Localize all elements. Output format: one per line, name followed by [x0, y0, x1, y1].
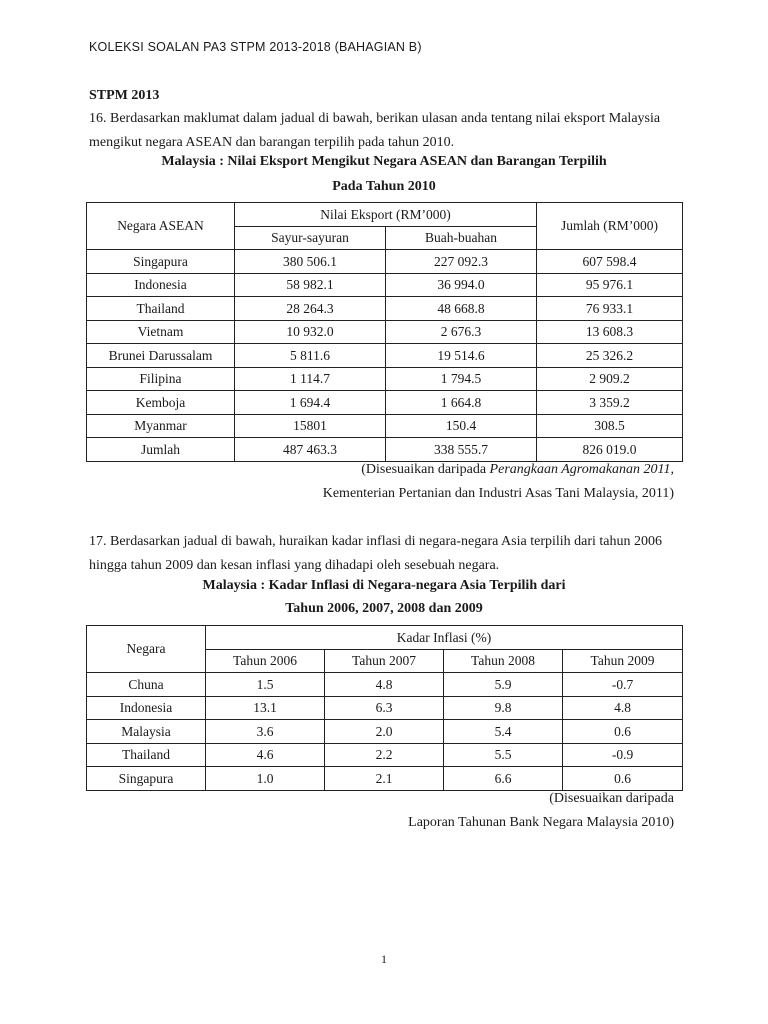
table-cell: 6.3	[325, 696, 444, 720]
header-vegetables: Sayur-sayuran	[235, 226, 386, 250]
table-row	[87, 344, 683, 368]
table-row	[87, 391, 683, 415]
header-year-2009: Tahun 2009	[563, 649, 683, 673]
table-cell: Malaysia	[87, 720, 206, 744]
table-cell: Indonesia	[87, 696, 206, 720]
table-1-source-line-2: Kementerian Pertanian dan Industri Asas Tani Malaysia, 2011)	[322, 486, 674, 501]
header-country: Negara ASEAN	[87, 203, 235, 250]
table-2-title-line-1: Malaysia : Kadar Inflasi di Negara-negara Asia Terpilih dari	[202, 578, 566, 593]
table-total-row	[87, 438, 683, 462]
table-cell: 2.0	[325, 720, 444, 744]
header-fruits: Buah-buahan	[386, 226, 537, 250]
question-16-line-1: 16. Berdasarkan maklumat dalam jadual di bawah, berikan ulasan anda tentang nilai eksport Malaysia	[89, 111, 661, 126]
table-cell: 25 326.2	[537, 344, 683, 368]
table-cell: 5.4	[444, 720, 563, 744]
table-cell: Brunei Darussalam	[87, 344, 235, 368]
table-cell: 1 114.7	[235, 367, 386, 391]
table-2-source-line-1: (Disesuaikan daripada	[549, 791, 674, 806]
table-row	[87, 696, 683, 720]
table-cell: 48 668.8	[386, 297, 537, 321]
table-cell: 4.6	[206, 743, 325, 767]
table-cell: 3 359.2	[537, 391, 683, 415]
table-cell: 10 932.0	[235, 320, 386, 344]
table-row	[87, 767, 683, 791]
table-row	[87, 297, 683, 321]
table-cell: 308.5	[537, 414, 683, 438]
table-row	[87, 273, 683, 297]
table-cell: 2 676.3	[386, 320, 537, 344]
table-cell: 150.4	[386, 414, 537, 438]
table-cell: -0.9	[563, 743, 683, 767]
table-cell: 338 555.7	[386, 438, 537, 462]
table-cell: 826 019.0	[537, 438, 683, 462]
table-cell: 0.6	[563, 767, 683, 791]
table-cell: 380 506.1	[235, 250, 386, 274]
table-cell: 1 664.8	[386, 391, 537, 415]
table-cell: 76 933.1	[537, 297, 683, 321]
header-total: Jumlah (RM’000)	[537, 203, 683, 250]
table-cell: 5 811.6	[235, 344, 386, 368]
table-row	[87, 414, 683, 438]
table-cell: 28 264.3	[235, 297, 386, 321]
table-cell: Vietnam	[87, 320, 235, 344]
question-16-line-2: mengikut negara ASEAN dan barangan terpilih pada tahun 2010.	[89, 135, 455, 150]
header-year-2008: Tahun 2008	[444, 649, 563, 673]
table-cell: 1.0	[206, 767, 325, 791]
table-cell: 1 794.5	[386, 367, 537, 391]
table-2-source-line-2: Laporan Tahunan Bank Negara Malaysia 2010)	[408, 815, 674, 830]
table-cell: Filipina	[87, 367, 235, 391]
table-row	[87, 250, 683, 274]
table-cell: 58 982.1	[235, 273, 386, 297]
table-cell: 15801	[235, 414, 386, 438]
question-17-line-2: hingga tahun 2009 dan kesan inflasi yang dihadapi oleh sesebuah negara.	[89, 558, 500, 573]
table-cell: 6.6	[444, 767, 563, 791]
header-inflation-rate: Kadar Inflasi (%)	[206, 626, 683, 650]
table-cell: 2.2	[325, 743, 444, 767]
section-heading: STPM 2013	[89, 88, 160, 103]
table-cell: 1 694.4	[235, 391, 386, 415]
table-cell: 227 092.3	[386, 250, 537, 274]
header-year-2006: Tahun 2006	[206, 649, 325, 673]
table-cell: 1.5	[206, 673, 325, 697]
document-header: KOLEKSI SOALAN PA3 STPM 2013-2018 (BAHAGIAN B)	[89, 40, 422, 54]
table-cell: 5.5	[444, 743, 563, 767]
table-cell: Indonesia	[87, 273, 235, 297]
table-cell: 2 909.2	[537, 367, 683, 391]
table-1-source-line-1	[361, 462, 674, 478]
table-cell: 2.1	[325, 767, 444, 791]
table-cell: 4.8	[325, 673, 444, 697]
table-cell: 487 463.3	[235, 438, 386, 462]
question-16-text	[89, 107, 679, 155]
inflation-rate-table	[86, 625, 683, 791]
table-cell: 0.6	[563, 720, 683, 744]
table-cell: 95 976.1	[537, 273, 683, 297]
table-cell: Kemboja	[87, 391, 235, 415]
table-cell: 4.8	[563, 696, 683, 720]
table-cell: 13.1	[206, 696, 325, 720]
header-export-value: Nilai Eksport (RM’000)	[235, 203, 537, 227]
table-cell: Thailand	[87, 743, 206, 767]
question-17-line-1: 17. Berdasarkan jadual di bawah, huraikan kadar inflasi di negara-negara Asia terpilih dari tahun 2006	[89, 534, 663, 549]
table-cell: Myanmar	[87, 414, 235, 438]
table-cell: 36 994.0	[386, 273, 537, 297]
table-cell: 607 598.4	[537, 250, 683, 274]
table-cell: -0.7	[563, 673, 683, 697]
table-row	[87, 743, 683, 767]
table-cell: Singapura	[87, 250, 235, 274]
table-1-title-line-2: Pada Tahun 2010	[332, 179, 436, 194]
table-row	[87, 673, 683, 697]
source-publication: Perangkaan Agromakanan 2011,	[489, 462, 674, 477]
source-prefix: (Disesuaikan daripada	[361, 462, 490, 477]
table-header-row	[87, 626, 683, 650]
table-cell: Thailand	[87, 297, 235, 321]
table-cell: 13 608.3	[537, 320, 683, 344]
table-cell: Chuna	[87, 673, 206, 697]
table-row	[87, 720, 683, 744]
table-2-title-line-2: Tahun 2006, 2007, 2008 dan 2009	[285, 601, 483, 616]
table-cell: 9.8	[444, 696, 563, 720]
table-cell: Jumlah	[87, 438, 235, 462]
table-cell: 3.6	[206, 720, 325, 744]
table-header-row	[87, 203, 683, 227]
table-cell: Singapura	[87, 767, 206, 791]
table-cell: 5.9	[444, 673, 563, 697]
question-17-text	[89, 530, 679, 578]
table-row	[87, 367, 683, 391]
page-number: 1	[381, 952, 387, 966]
header-country: Negara	[87, 626, 206, 673]
table-cell: 19 514.6	[386, 344, 537, 368]
export-value-table	[86, 202, 683, 462]
table-row	[87, 320, 683, 344]
table-1-title-line-1: Malaysia : Nilai Eksport Mengikut Negara ASEAN dan Barangan Terpilih	[161, 154, 607, 169]
header-year-2007: Tahun 2007	[325, 649, 444, 673]
